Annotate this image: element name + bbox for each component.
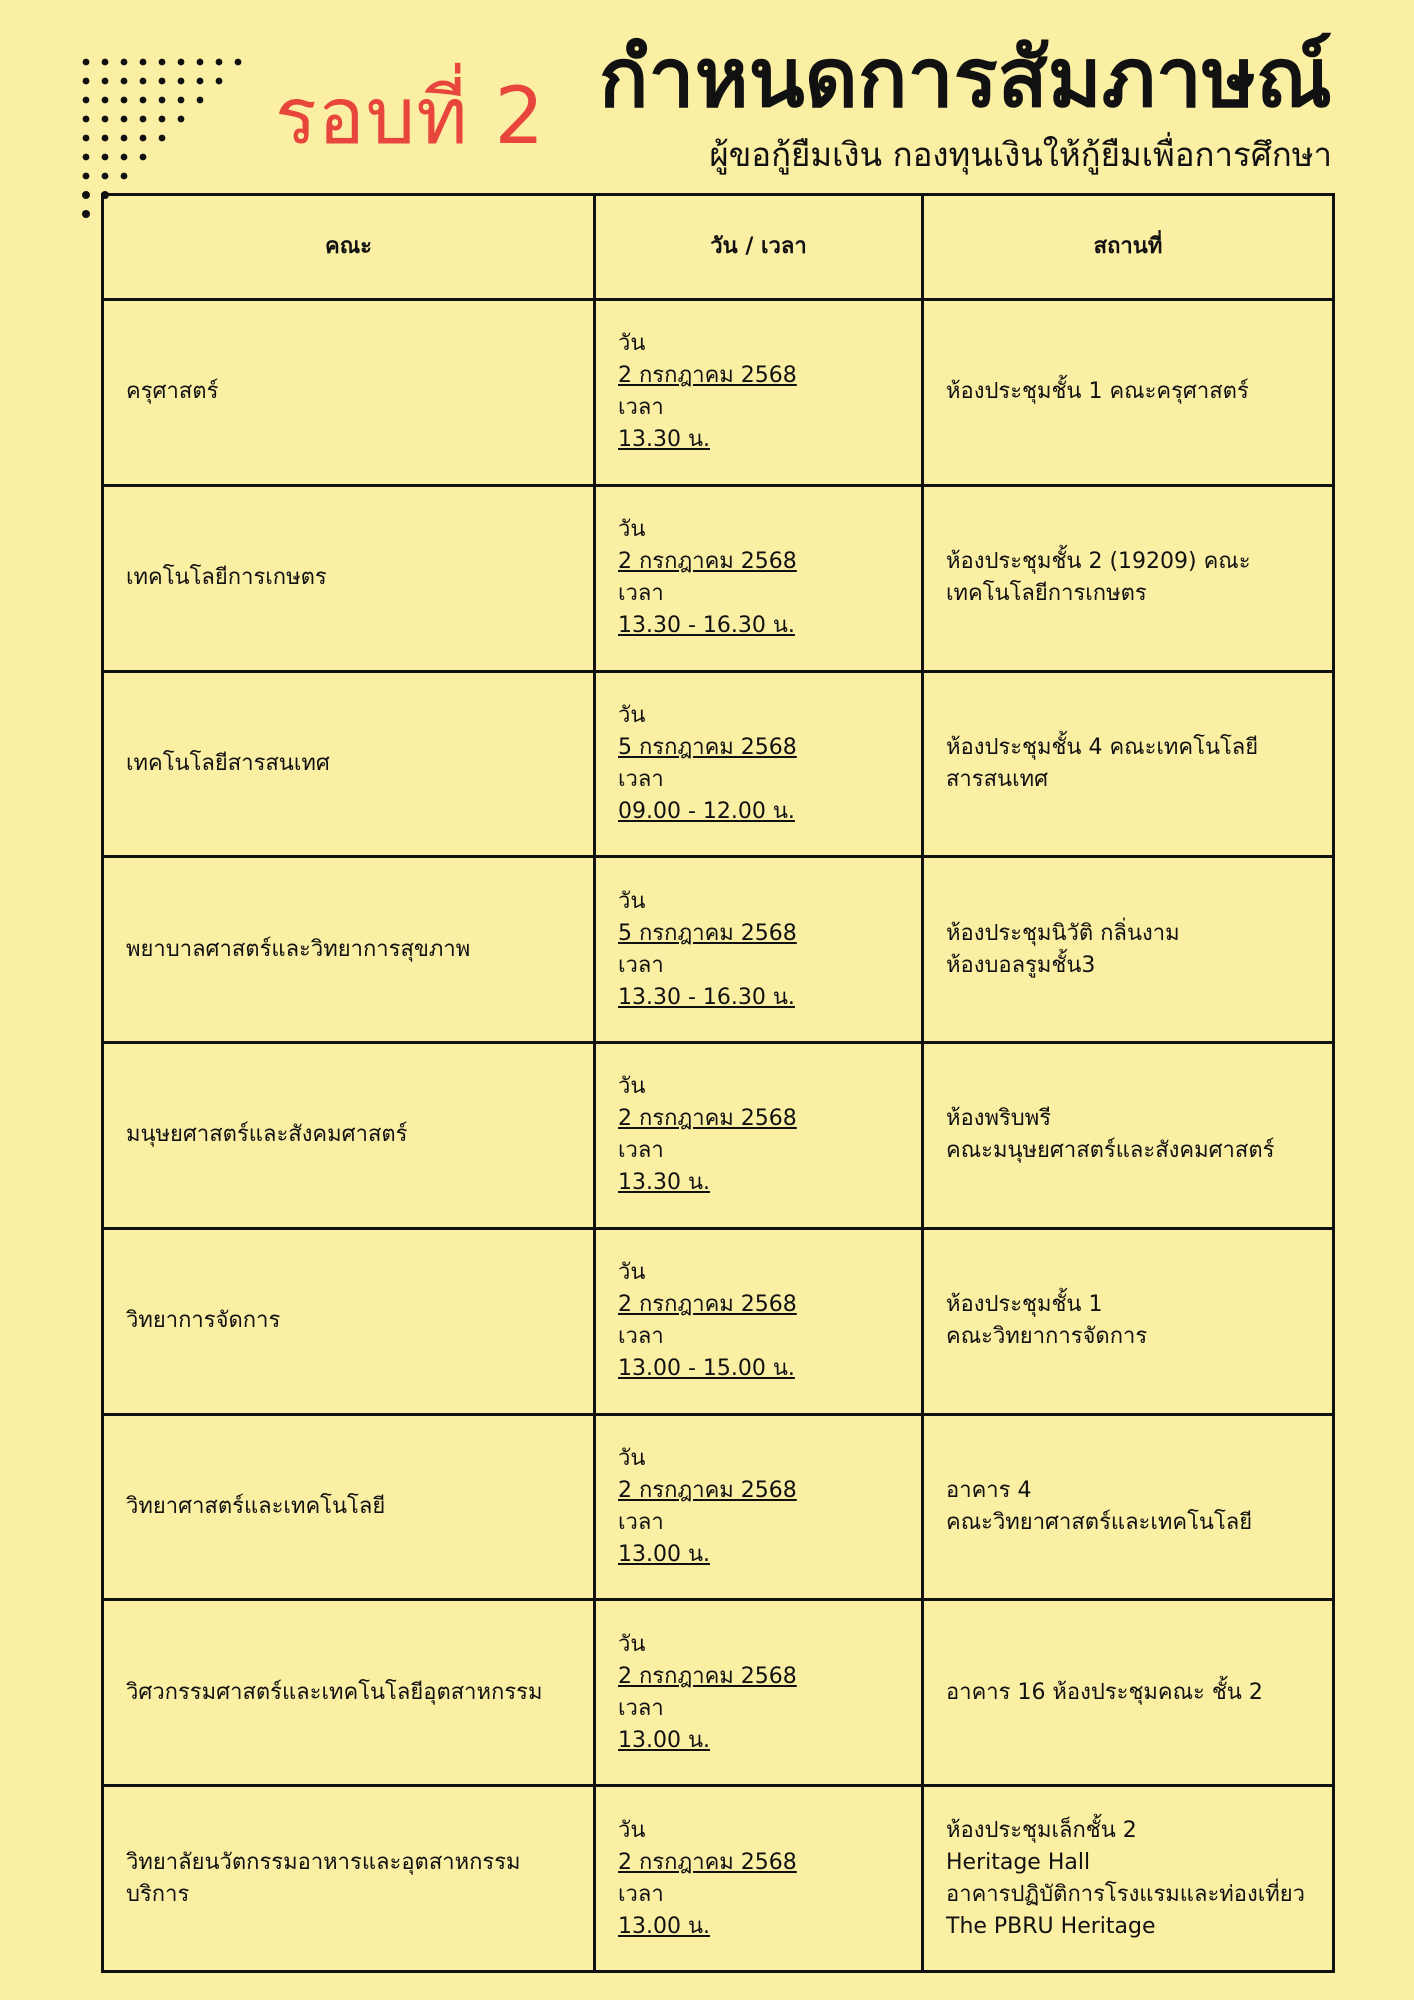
decorative-dot [140,154,147,161]
table-row [103,485,1334,671]
decorative-dot [159,135,166,142]
decorative-dot [121,135,128,142]
datetime-cell [595,1043,923,1229]
decorative-dot [159,59,166,66]
datetime-cell [595,1414,923,1600]
day-label: วัน [618,1631,646,1657]
decorative-dot [121,173,128,180]
datetime-cell [595,857,923,1043]
decorative-dot [197,97,204,104]
decorative-dot [83,116,90,123]
decorative-dot [102,135,109,142]
day-label: วัน [618,331,646,357]
decorative-dot [216,59,223,66]
day-label: วัน [618,1445,646,1471]
faculty-cell: พยาบาลศาสตร์และวิทยาการสุขภาพ [103,857,595,1043]
day-label: วัน [618,1260,646,1286]
time-value: 13.00 น. [618,1541,711,1567]
decorative-dot [121,78,128,85]
date-value: 2 กรกฎาคม 2568 [618,1849,797,1875]
decorative-dot [140,135,147,142]
decorative-dot [216,78,223,85]
day-label: วัน [618,888,646,914]
location-line: อาคาร 4 [946,1477,1032,1503]
location-line: ห้องประชุมชั้น 2 (19209) คณะ [946,549,1251,575]
decorative-dot [197,78,204,85]
decorative-dot [121,154,128,161]
decorative-dot [83,59,90,66]
datetime-cell [595,300,923,486]
time-label: เวลา [618,395,664,421]
day-label: วัน [618,1074,646,1100]
table-row [103,671,1334,857]
decorative-dot [102,154,109,161]
location-cell [923,1414,1334,1600]
location-cell [923,485,1334,671]
page-title: กำหนดการสัมภาษณ์ [598,31,1332,126]
decorative-dot [102,59,109,66]
decorative-dot [83,78,90,85]
time-label: เวลา [618,1695,664,1721]
decorative-dot [159,78,166,85]
datetime-cell [595,1600,923,1786]
location-line: ห้องพริบพรี [946,1106,1052,1132]
decorative-dot [83,135,90,142]
datetime-cell [595,1786,923,1972]
datetime-cell [595,1228,923,1414]
decorative-dot [178,97,185,104]
faculty-cell: วิศวกรรมศาสตร์และเทคโนโลยีอุตสาหกรรม [103,1600,595,1786]
time-value: 13.00 น. [618,1727,711,1753]
round-label: รอบที่ 2 [275,72,546,162]
time-label: เวลา [618,952,664,978]
faculty-cell: วิทยาศาสตร์และเทคโนโลยี [103,1414,595,1600]
decorative-dot [159,116,166,123]
decorative-dot [178,59,185,66]
decorative-dot [121,59,128,66]
time-value: 13.30 - 16.30 น. [618,613,795,639]
time-label: เวลา [618,1324,664,1350]
page-subtitle: ผู้ขอกู้ยืมเงิน กองทุนเงินให้กู้ยืมเพื่อการศึกษา [709,135,1332,174]
time-label: เวลา [618,766,664,792]
location-line: Heritage Hall [946,1849,1091,1875]
datetime-cell [595,485,923,671]
location-line: คณะวิทยาการจัดการ [946,1324,1148,1350]
location-line: อาคารปฏิบัติการโรงแรมและท่องเที่ยว [946,1881,1306,1907]
location-line: อาคาร 16 ห้องประชุมคณะ ชั้น 2 [946,1679,1263,1705]
location-line: ห้องบอลรูมชั้น3 [946,952,1096,978]
time-label: เวลา [618,1509,664,1535]
table-row [103,1228,1334,1414]
decorative-dot [140,97,147,104]
decorative-dot [140,78,147,85]
location-line: คณะมนุษยศาสตร์และสังคมศาสตร์ [946,1138,1275,1164]
location-cell [923,671,1334,857]
column-header-location: สถานที่ [923,195,1334,300]
location-line: เทคโนโลยีการเกษตร [946,581,1147,607]
location-cell [923,1786,1334,1972]
table-row [103,1043,1334,1229]
table-row [103,1786,1334,1972]
decorative-dot [83,173,90,180]
location-line: ห้องประชุมชั้น 1 คณะครุศาสตร์ [946,379,1249,405]
time-value: 13.30 - 16.30 น. [618,984,795,1010]
faculty-cell: ครุศาสตร์ [103,300,595,486]
schedule-table [101,193,1335,1973]
decorative-dot [235,59,242,66]
time-value: 13.30 น. [618,427,711,453]
date-value: 2 กรกฎาคม 2568 [618,1106,797,1132]
location-cell [923,1600,1334,1786]
time-label: เวลา [618,581,664,607]
time-value: 09.00 - 12.00 น. [618,798,795,824]
table-row [103,1600,1334,1786]
table-row [103,1414,1334,1600]
time-value: 13.30 น. [618,1170,711,1196]
location-line: สารสนเทศ [946,766,1049,792]
faculty-cell: เทคโนโลยีสารสนเทศ [103,671,595,857]
decorative-dot [102,173,109,180]
table-header-row [103,195,1334,300]
decorative-dot [140,116,147,123]
date-value: 2 กรกฎาคม 2568 [618,549,797,575]
location-line: The PBRU Heritage [946,1913,1156,1939]
day-label: วัน [618,517,646,543]
time-value: 13.00 น. [618,1913,711,1939]
location-line: ห้องประชุมชั้น 1 [946,1292,1103,1318]
decorative-dot [178,78,185,85]
decorative-dot [121,116,128,123]
location-line: คณะวิทยาศาสตร์และเทคโนโลยี [946,1509,1253,1535]
column-header-datetime: วัน / เวลา [595,195,923,300]
decorative-dot [197,59,204,66]
decorative-dot [102,116,109,123]
faculty-cell: วิทยาการจัดการ [103,1228,595,1414]
time-label: เวลา [618,1138,664,1164]
faculty-cell: เทคโนโลยีการเกษตร [103,485,595,671]
time-label: เวลา [618,1881,664,1907]
table-row [103,300,1334,486]
decorative-dot [102,97,109,104]
day-label: วัน [618,1817,646,1843]
date-value: 2 กรกฎาคม 2568 [618,1663,797,1689]
location-cell [923,1228,1334,1414]
decorative-dot [82,210,90,218]
decorative-dot [121,97,128,104]
decorative-dot [140,59,147,66]
datetime-cell [595,671,923,857]
decorative-dot [83,154,90,161]
date-value: 2 กรกฎาคม 2568 [618,1477,797,1503]
day-label: วัน [618,702,646,728]
faculty-cell: วิทยาลัยนวัตกรรมอาหารและอุตสาหกรรม บริการ [103,1786,595,1972]
time-value: 13.00 - 15.00 น. [618,1356,795,1382]
decorative-dot [102,78,109,85]
faculty-cell: มนุษยศาสตร์และสังคมศาสตร์ [103,1043,595,1229]
decorative-dot [82,191,90,199]
location-cell [923,300,1334,486]
decorative-dot [159,97,166,104]
date-value: 5 กรกฎาคม 2568 [618,920,797,946]
date-value: 2 กรกฎาคม 2568 [618,363,797,389]
table-row [103,857,1334,1043]
location-line: ห้องประชุมนิวัติ กลิ่นงาม [946,920,1180,946]
location-cell [923,1043,1334,1229]
location-line: ห้องประชุมชั้น 4 คณะเทคโนโลยี [946,734,1259,760]
decorative-dot [178,116,185,123]
location-line: ห้องประชุมเล็กชั้น 2 [946,1817,1137,1843]
date-value: 5 กรกฎาคม 2568 [618,734,797,760]
date-value: 2 กรกฎาคม 2568 [618,1292,797,1318]
decorative-dot [83,97,90,104]
location-cell [923,857,1334,1043]
column-header-faculty: คณะ [103,195,595,300]
